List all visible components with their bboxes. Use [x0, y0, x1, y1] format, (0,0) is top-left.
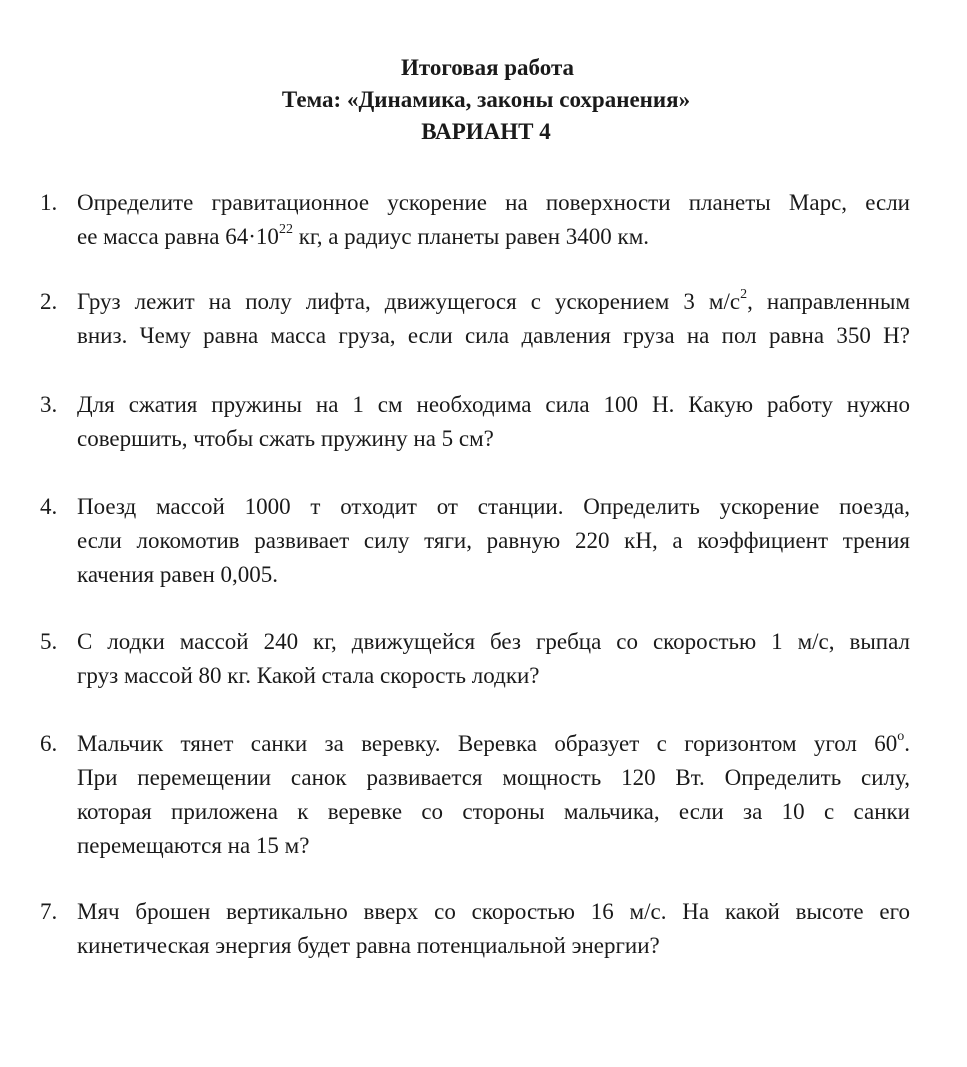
task-line: [77, 220, 910, 254]
task-text: [77, 727, 910, 863]
task-line: Определите гравитационное ускорение на поверхности планеты Марс, если: [77, 190, 910, 215]
task-text: [77, 895, 910, 963]
task-line: При перемещении санок развивается мощность 120 Вт. Определить силу,: [77, 765, 910, 790]
task-text: [77, 186, 910, 254]
task-line: груз массой 80 кг. Какой стала скорость лодки?: [77, 663, 540, 688]
task-line: Поезд массой 1000 т отходит от станции. Определить ускорение поезда,: [77, 494, 910, 519]
task-number: 5.: [40, 629, 58, 654]
task-superscript: о: [897, 729, 905, 745]
task-superscript: 22: [278, 222, 293, 238]
task-number: 6.: [40, 731, 58, 756]
task-number: 2.: [40, 289, 58, 314]
task-text-part: ее масса равна 64·10: [77, 224, 279, 249]
task-text-part: , направленным: [747, 289, 910, 314]
task-text: [77, 625, 910, 693]
task-text: [77, 490, 910, 592]
document-topic: Тема: «Динамика, законы сохранения»: [281, 87, 691, 112]
task-line: совершить, чтобы сжать пружину на 5 см?: [77, 426, 494, 451]
task-number: 1.: [40, 190, 58, 215]
task-line: перемещаются на 15 м?: [77, 833, 310, 858]
task-line: качения равен 0,005.: [77, 562, 279, 587]
task-line: кинетическая энергия будет равна потенциальной энергии?: [77, 933, 660, 958]
task-line: которая приложена к веревке со стороны мальчика, если за 10 с санки: [77, 799, 910, 824]
document-title: Итоговая работа: [400, 55, 575, 80]
task-number: 3.: [40, 392, 58, 417]
task-line: [77, 285, 910, 319]
task-line: С лодки массой 240 кг, движущейся без гребца со скоростью 1 м/с, выпал: [77, 629, 910, 654]
task-line: Для сжатия пружины на 1 см необходима сила 100 Н. Какую работу нужно: [77, 392, 910, 417]
document-variant: ВАРИАНТ 4: [421, 119, 551, 144]
task-line: вниз. Чему равна масса груза, если сила давления груза на пол равна 350 Н?: [77, 323, 910, 348]
task-number: 7.: [40, 899, 58, 924]
task-text: [77, 285, 910, 353]
task-text-part: кг, а радиус планеты равен 3400 км.: [292, 224, 650, 249]
task-text-part: .: [904, 731, 910, 756]
task-text: [77, 388, 910, 456]
task-line: [77, 727, 910, 761]
task-number: 4.: [40, 494, 58, 519]
task-line: если локомотив развивает силу тяги, равную 220 кН, а коэффициент трения: [77, 528, 910, 553]
task-superscript: 2: [740, 287, 748, 303]
task-text-part: Мальчик тянет санки за веревку. Веревка образует с горизонтом угол 60: [77, 731, 898, 756]
task-line: Мяч брошен вертикально вверх со скоростью 16 м/с. На какой высоте его: [77, 899, 910, 924]
task-text-part: Груз лежит на полу лифта, движущегося с ускорением 3 м/с: [77, 289, 741, 314]
